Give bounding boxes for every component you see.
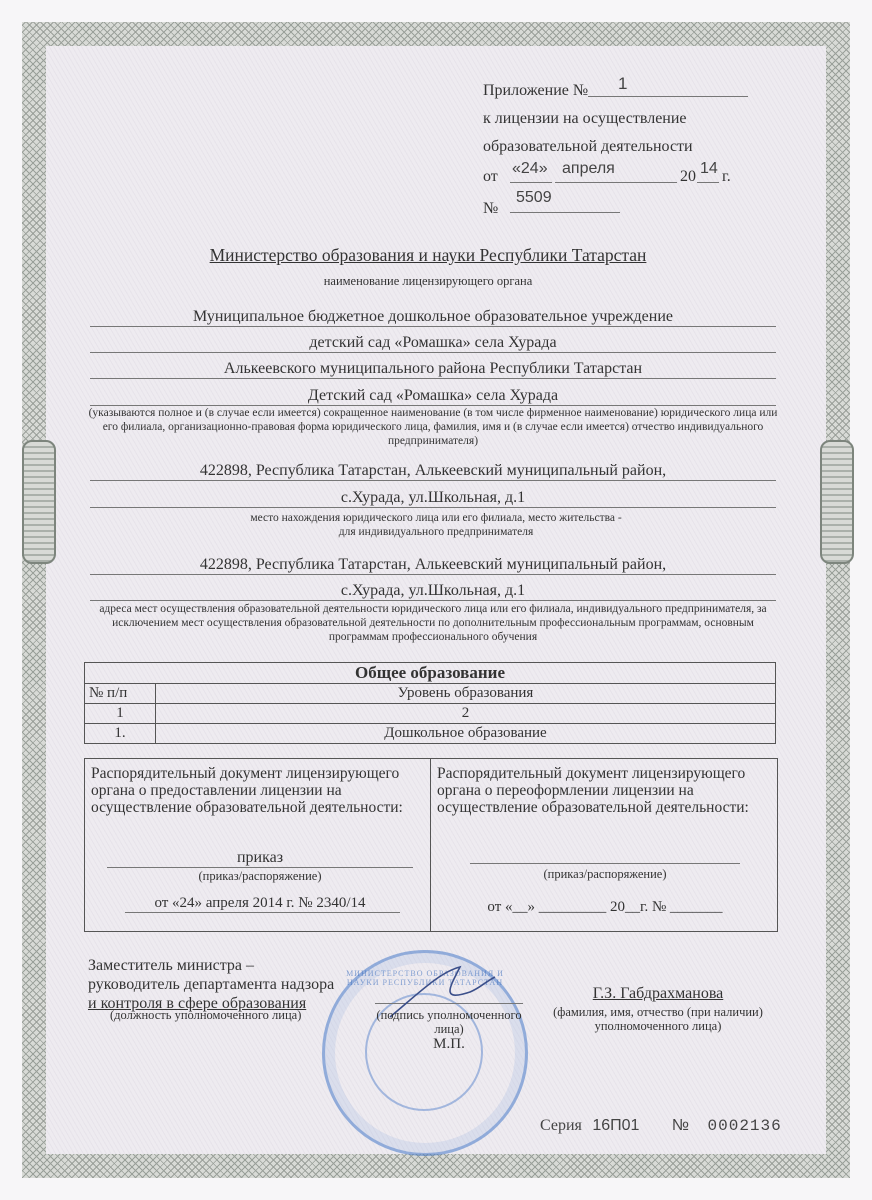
column-header: Уровень образования (156, 684, 776, 704)
reissue-document-title: Распорядительный документ лицензирующего органа о переоформлении лицензии на осуществление образовательной деятельности: (437, 765, 749, 816)
grant-document-type-caption: (приказ/распоряжение) (198, 869, 322, 883)
table-title: Общее образование (85, 663, 776, 684)
position-caption: (должность уполномоченного лица) (110, 1008, 302, 1022)
organization-line: Муниципальное бюджетное дошкольное образовательное учреждение (193, 308, 673, 325)
signer-name: Г.З. Габдрахманова (592, 985, 724, 1002)
left-ornament (22, 440, 56, 564)
stamp-place: М.П. (433, 1036, 465, 1052)
reissue-document-date: от «__» _________ 20__г. № _______ (487, 899, 723, 915)
legal-address-line: с.Хурада, ул.Школьная, д.1 (340, 489, 526, 506)
seal-text: МИНИСТЕРСТВО ОБРАЗОВАНИЯ И НАУКИ РЕСПУБЛИКИ ТАТАРСТАН (346, 969, 504, 987)
appendix-number: 1 (618, 74, 628, 93)
organization-short-name: Детский сад «Ромашка» села Хурада (307, 387, 559, 404)
date-month: апреля (562, 160, 615, 177)
signature-caption: (подпись уполномоченного лица) (376, 1008, 522, 1036)
education-table (84, 662, 776, 744)
column-header: № п/п (85, 684, 156, 704)
activity-address-caption: адреса мест осуществления образовательной деятельности юридического лица или его филиала, индивидуального предпринимателя, за исключением мест осуществления образовательной деятельности по дополнительным профессиональным программам, основным программам профессионального обучения (99, 603, 767, 643)
position-line: Заместитель министра – (88, 957, 254, 974)
signer-position (88, 956, 334, 1013)
blank-serial (540, 1117, 782, 1135)
serial-series: 16П01 (592, 1117, 640, 1134)
organization-line: Алькеевского муниципального района Республики Татарстан (223, 360, 643, 377)
number-label: № (483, 200, 499, 217)
grant-document-date: от «24» апреля 2014 г. № 2340/14 (154, 895, 366, 911)
serial-label: Серия (540, 1117, 582, 1134)
header-line: образовательной деятельности (483, 138, 693, 155)
column-number: 2 (156, 704, 776, 724)
date-day: «24» (512, 160, 548, 177)
organization-line: детский сад «Ромашка» села Хурада (309, 334, 557, 351)
legal-address-line: 422898, Республика Татарстан, Алькеевский муниципальный район, (199, 462, 667, 479)
date-year: 14 (700, 160, 718, 177)
grant-document-title: Распорядительный документ лицензирующего органа о предоставлении лицензии на осуществление образовательной деятельности: (91, 765, 403, 816)
education-level: Дошкольное образование (156, 724, 776, 744)
serial-number: 0002136 (707, 1117, 782, 1135)
table-row (85, 724, 776, 744)
header-line: к лицензии на осуществление (483, 110, 687, 127)
legal-address-caption: место нахождения юридического лица или его филиала, место жительства - для индивидуального предпринимателя (250, 512, 622, 538)
authority-caption: наименование лицензирующего органа (323, 274, 533, 288)
license-number: 5509 (516, 189, 552, 206)
grant-document-type: приказ (236, 849, 284, 866)
appendix-label: Приложение № (483, 82, 589, 99)
date-suffix: г. (722, 168, 731, 185)
row-number: 1. (85, 724, 156, 744)
date-prefix: от (483, 168, 498, 185)
position-line: и контроля в сфере образования (88, 995, 307, 1012)
activity-address-line: 422898, Республика Татарстан, Алькеевский муниципальный район, (199, 556, 667, 573)
position-line: руководитель департамента надзора (88, 976, 335, 993)
activity-address-line: с.Хурада, ул.Школьная, д.1 (340, 582, 526, 599)
serial-number-label: № (671, 1117, 690, 1134)
column-number: 1 (85, 704, 156, 724)
table-number-row (85, 704, 776, 724)
reissue-document-type-caption: (приказ/распоряжение) (543, 867, 667, 881)
decree-box (84, 758, 778, 932)
signer-name-caption: (фамилия, имя, отчество (при наличии) уполномоченного лица) (553, 1005, 763, 1033)
authority-name: Министерство образования и науки Республики Татарстан (209, 245, 647, 265)
organization-caption: (указываются полное и (в случае если имеется) сокращенное наименование (в том числе фирменное наименование) юридического лица или его филиала, организационно-правовая форма юридического лица, фамилия, имя и (в случае если имеется) отчество индивидуального предпринимателя) (88, 407, 778, 447)
right-ornament (820, 440, 854, 564)
table-header-row (85, 684, 776, 704)
date-year-prefix: 20 (680, 168, 696, 185)
